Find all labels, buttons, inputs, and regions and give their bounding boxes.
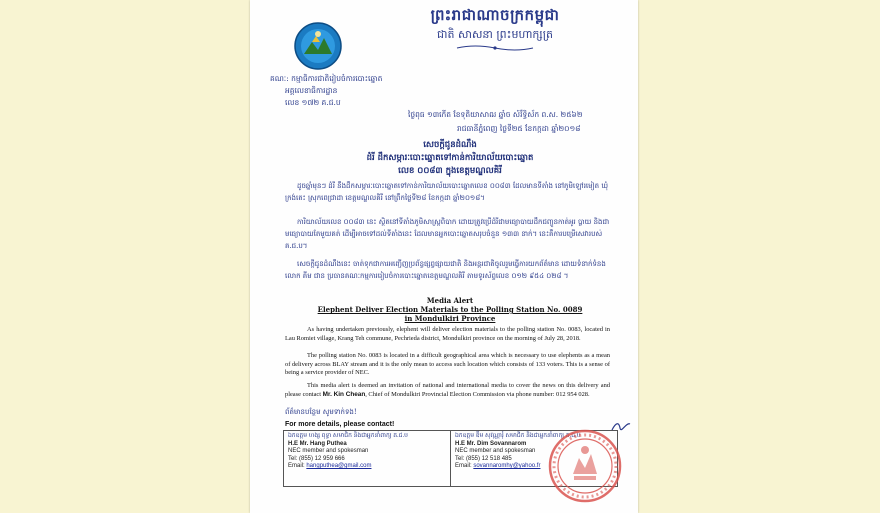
english-title <box>290 305 610 323</box>
contact-email-link[interactable]: hangputhea@gmail.com <box>306 463 372 469</box>
reference-number: លេខ ១៧២ គ.ជ.ប <box>285 98 341 107</box>
contact-phone: Tel: (855) 12 959 666 <box>288 455 345 462</box>
contact-name: H.E Mr. Hang Puthea <box>288 440 347 447</box>
contact-person-name: Mr. Kin Chean <box>322 390 366 398</box>
ornament-divider-icon <box>455 44 535 52</box>
khmer-paragraph-1: ដូចឆ្នាំមុនៗ ដំរី នឹងដឹកសម្ភារៈបោះឆ្នោតទៅកាន់ការិយាល័យបោះឆ្នោតលេខ ០០៨៣ ដែលមានទីតាំង នៅភូមិឡៅរមៀត ឃុំក្រង់តេះ ស្រុកពេជ្រាដា ខេត្តមណ្ឌលគិរី នៅព្រឹកថ្ងៃទី២៨ ខែកក្កដា ឆ្នាំ២០១៨។ <box>285 182 609 202</box>
gregorian-date: រាជធានីភ្នំពេញ ថ្ងៃទី២៥ ខែកក្កដា ឆ្នាំ២០១៨ <box>457 124 581 133</box>
contact-role: NEC member and spokesman <box>288 448 369 454</box>
contact-phone: Tel: (855) 12 518 485 <box>455 455 512 462</box>
khmer-title-label: សេចក្តីជូនដំណឹង <box>423 140 477 150</box>
contact-card <box>284 431 450 486</box>
english-paragraph-3 <box>285 382 610 399</box>
english-paragraph-1: As having undertaken previously, elephent will deliver election materials to the polling station No. 0083, located in Lau Romiet village, Krang Teh commune, Pechrieda district, Mondulkiri province on the morning of July 28, 2018. <box>285 326 610 342</box>
kingdom-title: ព្រះរាជាណាចក្រកម្ពុជា <box>430 6 560 24</box>
national-motto: ជាតិ សាសនា ព្រះមហាក្សត្រ <box>437 28 553 41</box>
english-paragraph-2: The polling station No. 0083 is located in a difficult geographical area which is necessary to use elephents as a mean of delivery across BLAY stream and it is the only mean to access such location which consists of 133 voters. This is a sense of being a service provider of NEC. <box>285 352 610 377</box>
english-title-line-1: Elephent Deliver Election Materials to the Polling Station No. 0089 <box>317 305 583 314</box>
khmer-paragraph-2: ការិយាល័យលេខ ០០៨៣ នេះ ស្ថិតនៅទីតាំងភូមិសាស្ត្រពិបាក ដោយត្រូវប្រើដំរីជាមធ្យោបាយដឹកជញ្ជូនកាត់អូរ ប្លាយ និងជាមធ្យោបាយតែមួយគត់ ដើម្បីអាចទៅដល់ទីតាំងនេះ ដែលមានអ្នកបោះឆ្នោតសរុបចំនួន ១៣៣ នាក់។ នេះគឺការបម្រើសេវារបស់ គ.ជ.ប។ <box>285 218 610 250</box>
nec-emblem-icon <box>294 22 342 70</box>
closing-khmer: ព័ត៌មានបន្ថែម សូមទាក់ទង! <box>285 408 357 416</box>
sender-department: អគ្គលេខាធិការដ្ឋាន <box>285 86 338 95</box>
media-alert-label: Media Alert <box>426 296 474 305</box>
khmer-title-main: ដំរី ដឹកសម្ភារៈបោះឆ្នោតទៅកាន់ការិយាល័យបោះឆ្នោត <box>366 153 534 163</box>
sender-organization: គណៈ: កម្មាធិការជាតិរៀបចំការបោះឆ្នោត <box>270 74 383 83</box>
lunar-date: ថ្ងៃពុធ ១៣កើត ខែទុតិយាសាឍ ឆ្នាំច សំរឹទ្ធិស័ក ព.ស. ២៥៦២ <box>408 110 583 119</box>
contact-email-label: Email: <box>455 463 472 469</box>
english-paragraph-3-intro: This media alert is deemed an invitation of national and international media to cover the news on this delivery and please contact <box>285 382 610 398</box>
document-page <box>250 0 638 513</box>
closing-english: For more details, please contact! <box>285 421 395 428</box>
contact-email-row <box>288 463 446 471</box>
contact-khmer-title: ឯកឧត្តម ឌឹម សុវណ្ណារុំ សមាជិក និងជាអ្នកនាំពាក្យ គ.ជ.ប <box>455 433 581 439</box>
khmer-title-location: លេខ ០០៨៣ ក្នុងខេត្តមណ្ឌលគិរី <box>398 166 502 176</box>
contact-khmer-title: ឯកឧត្តម ហង្ស ពុទ្ធា សមាជិក និងជាអ្នកនាំពាក្យ គ.ជ.ប <box>288 433 408 439</box>
contact-email-link[interactable]: sovannaromhy@yahoo.fr <box>473 463 541 469</box>
contact-name: H.E Mr. Dim Sovannarom <box>455 440 527 447</box>
khmer-paragraph-3: សេចក្តីជូនដំណឹងនេះ ចាត់ទុកជាការអញ្ជើញប្រព័ន្ធផ្សព្វផ្សាយជាតិ និងអន្តរជាតិចូលរួមធ្វើការយកព័ត៌មាន ដោយទំនាក់ទំនងលោក គីម ជាន ប្រធានគណៈកម្មការរៀបចំការបោះឆ្នោតខេត្តមណ្ឌលគិរី តាមទូរស័ព្ទលេខ ០១២ ៩៥៤ ០២៨ ។ <box>285 260 606 280</box>
contact-role: NEC member and spokesman <box>455 448 536 454</box>
english-paragraph-3-end: , Chief of Mondulkiri Provincial Election Commission via phone number: 012 954 028. <box>365 390 590 398</box>
contact-email-label: Email: <box>288 463 305 469</box>
official-seal-icon <box>547 428 623 504</box>
english-title-line-2: in Mondulkiri Province <box>404 314 496 323</box>
